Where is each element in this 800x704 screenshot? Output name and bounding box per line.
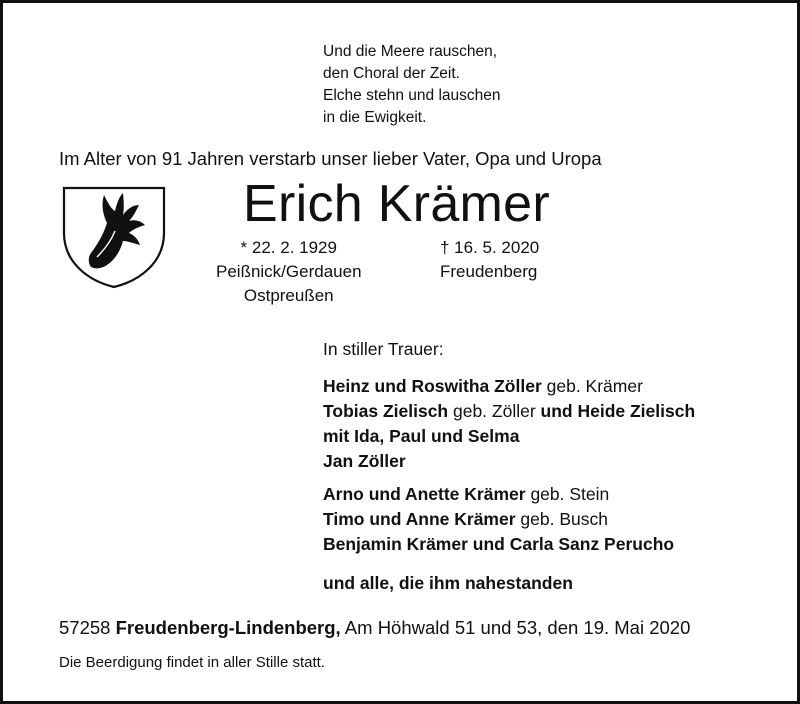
birth-block	[216, 236, 362, 308]
mourner-line	[323, 532, 695, 557]
mourner-line	[323, 449, 695, 474]
address-postcode: 57258	[59, 617, 116, 638]
intro-text: Im Alter von 91 Jahren verstarb unser lieber Vater, Opa und Uropa	[59, 148, 602, 169]
poem-line: den Choral der Zeit.	[323, 65, 460, 82]
mourner-name: Heinz und Roswitha Zöller	[323, 376, 542, 396]
address-rest: Am Höhwald 51 und 53, den 19. Mai 2020	[340, 617, 691, 638]
mourner-line	[323, 507, 695, 532]
mourner-name: Benjamin Krämer und Carla Sanz Perucho	[323, 534, 675, 554]
poem-line: Elche stehn und lauschen	[323, 87, 501, 104]
mourner-note: geb. Stein	[525, 484, 610, 504]
address-town: Freudenberg-Lindenberg,	[115, 617, 341, 638]
death-block	[440, 236, 539, 284]
mourner-note: geb. Zöller	[448, 401, 541, 421]
death-place: Freudenberg	[440, 262, 538, 281]
mourner-note: geb. Krämer	[541, 376, 643, 396]
address-line	[59, 617, 690, 639]
deceased-name: Erich Krämer	[243, 175, 550, 233]
birth-place: Peißnick/Gerdauen	[216, 262, 362, 281]
mourners-list	[323, 337, 695, 596]
mourner-name: mit Ida, Paul und Selma	[323, 426, 520, 446]
mourning-closing: und alle, die ihm nahestanden	[323, 573, 573, 593]
birth-date: * 22. 2. 1929	[240, 238, 337, 257]
poem-line: Und die Meere rauschen,	[323, 43, 498, 60]
elk-antler-shield-icon	[61, 185, 167, 289]
poem-line: in die Ewigkeit.	[323, 109, 427, 126]
mourning-heading: In stiller Trauer:	[323, 339, 444, 359]
mourner-name: und Heide Zielisch	[540, 401, 696, 421]
funeral-note: Die Beerdigung findet in aller Stille statt.	[59, 654, 325, 671]
mourner-line	[323, 374, 695, 399]
mourner-line	[323, 399, 695, 424]
death-date: † 16. 5. 2020	[440, 238, 540, 257]
mourner-line	[323, 482, 695, 507]
mourner-name: Arno und Anette Krämer	[323, 484, 526, 504]
mourner-name: Jan Zöller	[323, 451, 406, 471]
mourner-name: Tobias Zielisch	[323, 401, 449, 421]
mourner-name: Timo und Anne Krämer	[323, 509, 516, 529]
birth-region: Ostpreußen	[243, 286, 334, 305]
mourner-note: geb. Busch	[515, 509, 608, 529]
mourner-line	[323, 424, 695, 449]
poem	[323, 41, 501, 129]
